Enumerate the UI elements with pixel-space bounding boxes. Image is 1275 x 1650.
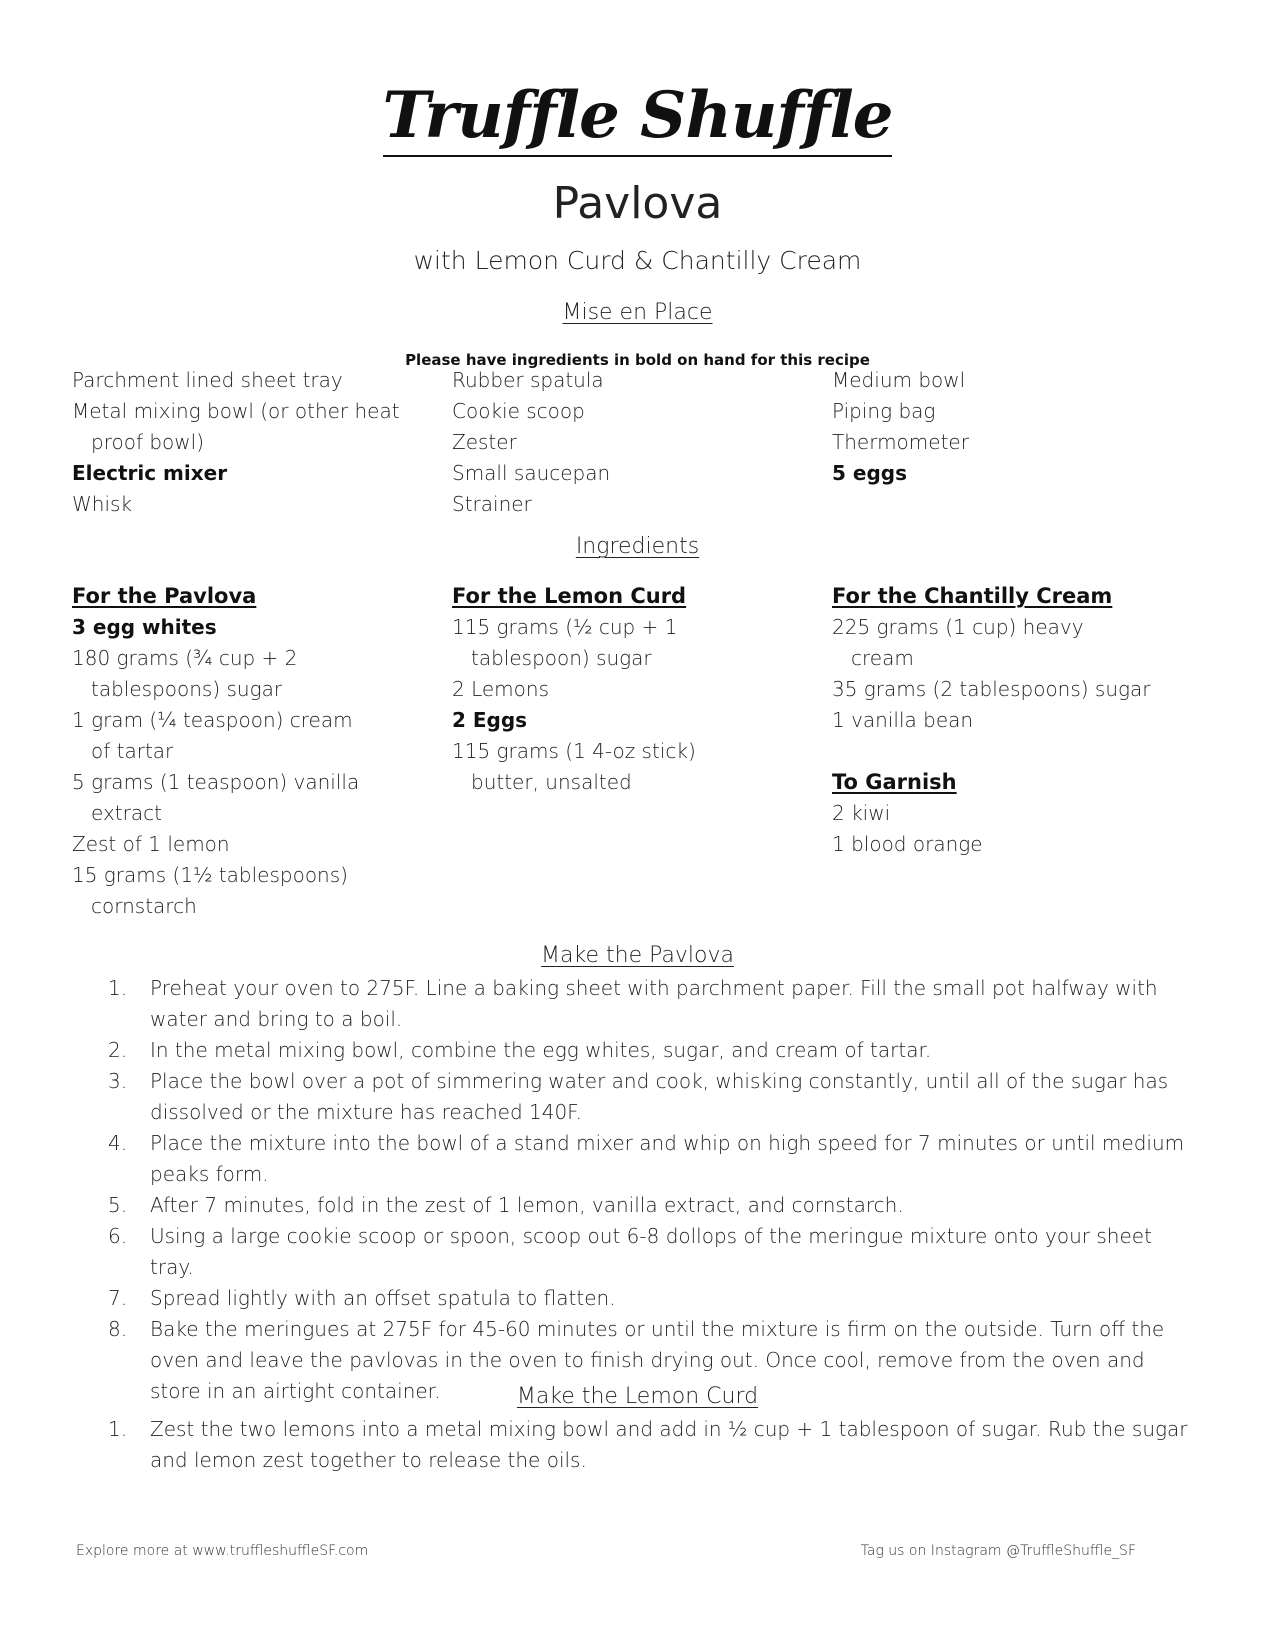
footer-instagram: Tag us on Instagram @TruffleShuffle_SF xyxy=(860,1543,1136,1559)
list-item: Thermometer xyxy=(832,430,969,454)
list-item: Cookie scoop xyxy=(452,399,585,423)
step-item xyxy=(108,1190,1198,1221)
step-item xyxy=(108,1283,1198,1314)
mise-en-place-heading: Mise en Place xyxy=(562,300,713,325)
list-item: 1 blood orange xyxy=(832,832,983,856)
list-item: 35 grams (2 tablespoons) sugar xyxy=(832,677,1151,701)
list-item: 2 kiwi xyxy=(832,801,891,825)
list-item: 2 Eggs xyxy=(452,708,528,732)
step-text: Spread lightly with an offset spatula to flatten. xyxy=(150,1286,616,1310)
step-number: 3. xyxy=(108,1069,128,1093)
list-item: 1 gram (¼ teaspoon) cream of tartar xyxy=(72,708,353,763)
list-item: Zest of 1 lemon xyxy=(72,832,230,856)
step-number: 1. xyxy=(108,976,128,1000)
list-item: Parchment lined sheet tray xyxy=(72,368,343,392)
list-item: 225 grams (1 cup) heavy cream xyxy=(832,615,1084,670)
list-item: 15 grams (1½ tablespoons) cornstarch xyxy=(72,863,348,918)
step-text: Place the bowl over a pot of simmering water and cook, whisking constantly, until all of the sugar has dissolved or the mixture has reached 140F. xyxy=(150,1069,1169,1124)
list-item: Strainer xyxy=(452,492,532,516)
list-item: 115 grams (1 4-oz stick) butter, unsalted xyxy=(452,739,696,794)
list-item: Piping bag xyxy=(832,399,936,423)
list-item: 2 Lemons xyxy=(452,677,549,701)
step-item xyxy=(108,1066,1198,1128)
step-number: 8. xyxy=(108,1317,128,1341)
mise-en-place-column-1 xyxy=(72,365,402,520)
ingredient-group-title: For the Lemon Curd xyxy=(452,584,687,608)
ingredient-group-title: To Garnish xyxy=(832,770,957,794)
list-item: Electric mixer xyxy=(72,461,228,485)
list-item: 3 egg whites xyxy=(72,615,217,639)
list-item: Zester xyxy=(452,430,517,454)
step-text: Using a large cookie scoop or spoon, scoop out 6-8 dollops of the meringue mixture onto your sheet tray. xyxy=(150,1224,1152,1279)
recipe-title: Pavlova xyxy=(552,178,723,229)
ingredients-heading: Ingredients xyxy=(575,534,700,559)
step-text: Place the mixture into the bowl of a stand mixer and whip on high speed for 7 minutes or until medium peaks form. xyxy=(150,1131,1185,1186)
recipe-subtitle: with Lemon Curd & Chantilly Cream xyxy=(413,246,862,275)
step-item xyxy=(108,1221,1198,1283)
step-number: 5. xyxy=(108,1193,128,1217)
list-item: 5 eggs xyxy=(832,461,907,485)
ingredients-pavlova-column xyxy=(72,581,372,922)
make-pavlova-heading: Make the Pavlova xyxy=(541,943,734,968)
step-number: 6. xyxy=(108,1224,128,1248)
step-item xyxy=(108,1128,1198,1190)
list-item: 180 grams (¾ cup + 2 tablespoons) sugar xyxy=(72,646,298,701)
step-text: In the metal mixing bowl, combine the egg whites, sugar, and cream of tartar. xyxy=(150,1038,932,1062)
step-text: Zest the two lemons into a metal mixing bowl and add in ½ cup + 1 tablespoon of sugar. Rub the sugar and lemon zest together to release the oils. xyxy=(150,1417,1188,1472)
step-number: 2. xyxy=(108,1038,128,1062)
make-lemon-curd-steps xyxy=(108,1414,1198,1476)
step-item xyxy=(108,1035,1198,1066)
step-text: Bake the meringues at 275F for 45-60 minutes or until the mixture is firm on the outside. Turn off the oven and leave the pavlovas in the oven to finish drying out. Once cool, remove from the oven and store in an airtight container. xyxy=(150,1317,1165,1403)
step-item xyxy=(108,973,1198,1035)
list-item: 1 vanilla bean xyxy=(832,708,974,732)
list-item: Medium bowl xyxy=(832,368,966,392)
ingredient-group-title: For the Pavlova xyxy=(72,584,257,608)
logo-text: Truffle Shuffle xyxy=(383,78,893,157)
ingredient-group-title: For the Chantilly Cream xyxy=(832,584,1113,608)
mise-en-place-column-2 xyxy=(452,365,792,520)
footer-website: Explore more at www.truffleshuffleSF.com xyxy=(76,1543,369,1559)
list-item: Whisk xyxy=(72,492,133,516)
brand-logo xyxy=(0,78,1275,153)
list-item: Rubber spatula xyxy=(452,368,604,392)
list-item: 5 grams (1 teaspoon) vanilla extract xyxy=(72,770,360,825)
step-text: After 7 minutes, fold in the zest of 1 lemon, vanilla extract, and cornstarch. xyxy=(150,1193,904,1217)
mise-en-place-column-3 xyxy=(832,365,1172,489)
step-number: 1. xyxy=(108,1417,128,1441)
list-item: 115 grams (½ cup + 1 tablespoon) sugar xyxy=(452,615,678,670)
step-text: Preheat your oven to 275F. Line a baking sheet with parchment paper. Fill the small pot halfway with water and bring to a boil. xyxy=(150,976,1158,1031)
spacer xyxy=(832,736,1152,767)
list-item: Small saucepan xyxy=(452,461,611,485)
list-item: Metal mixing bowl (or other heat proof bowl) xyxy=(72,399,400,454)
step-item xyxy=(108,1414,1198,1476)
make-lemon-curd-heading: Make the Lemon Curd xyxy=(516,1384,759,1409)
ingredients-chantilly-column xyxy=(832,581,1152,860)
step-number: 7. xyxy=(108,1286,128,1310)
make-pavlova-steps xyxy=(108,973,1198,1407)
step-number: 4. xyxy=(108,1131,128,1155)
ingredients-lemon-curd-column xyxy=(452,581,752,798)
mise-en-place-note: Please have ingredients in bold on hand for this recipe xyxy=(405,351,870,369)
